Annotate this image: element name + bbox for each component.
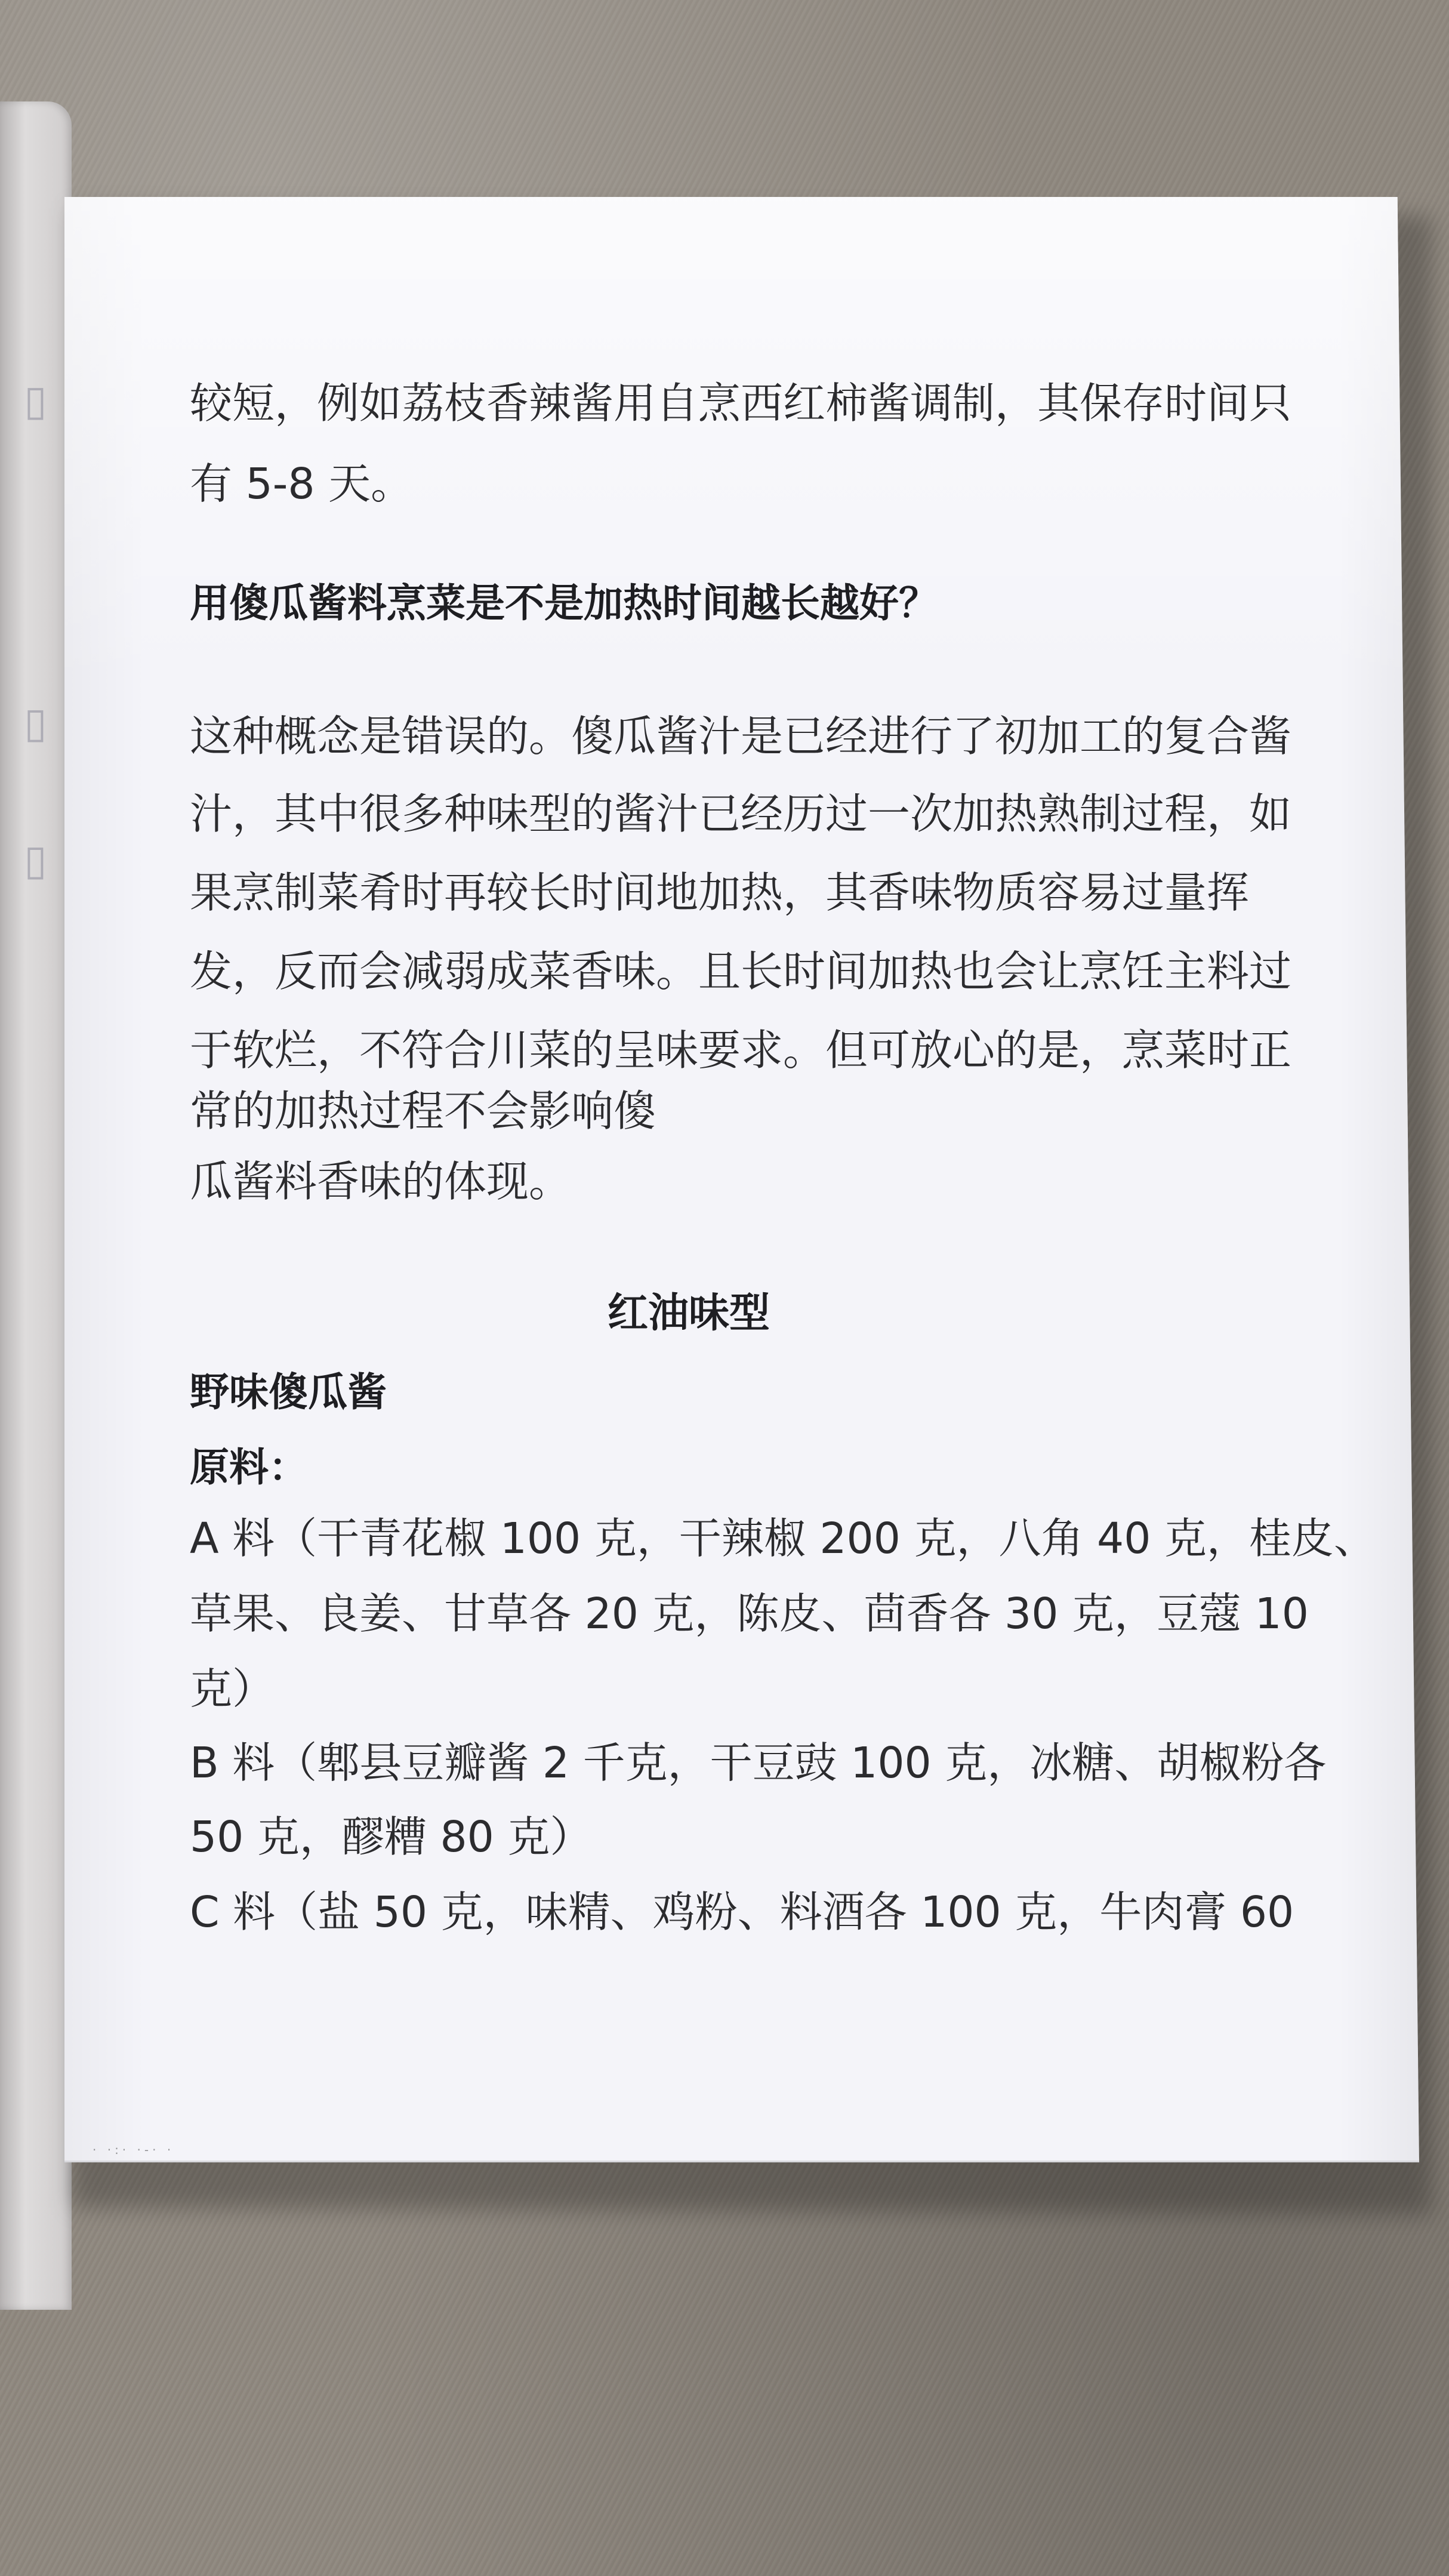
question-heading: 用傻瓜酱料烹菜是不是加热时间越长越好？	[190, 580, 938, 626]
recipe-title: 野味傻瓜酱	[190, 1369, 387, 1415]
adjacent-book-edge	[0, 101, 72, 2310]
bleed-through-glyph: ▯	[24, 698, 47, 747]
ingredient-b-line-1: B 料（郫县豆瓣酱 2 千克，干豆豉 100 克，冰糖、胡椒粉各	[190, 1738, 1327, 1788]
bleed-through-glyph: ▯	[24, 836, 47, 885]
ingredient-a-line-1: A 料（干青花椒 100 克，干辣椒 200 克，八角 40 克，桂皮、	[190, 1514, 1376, 1563]
answer-line-6: 常的加热过程不会影响傻	[190, 1086, 656, 1136]
ingredient-a-line-2: 草果、良姜、甘草各 20 克，陈皮、茴香各 30 克，豆蔻 10	[190, 1589, 1309, 1638]
ingredient-a-line-3: 克）	[190, 1664, 275, 1714]
answer-line-2: 汁，其中很多种味型的酱汁已经历过一次加热熟制过程，如	[190, 789, 1292, 839]
ingredients-label: 原料：	[190, 1444, 308, 1490]
answer-line-7: 瓜酱料香味的体现。	[190, 1157, 572, 1206]
body-line-2: 有 5-8 天。	[190, 459, 414, 509]
body-line-1: 较短，例如荔枝香辣酱用自烹西红柿酱调制，其保存时间只	[190, 378, 1292, 428]
answer-line-1: 这种概念是错误的。傻瓜酱汁是已经进行了初加工的复合酱	[190, 711, 1292, 761]
page-edge-specks: · ·:· ·-· ·	[93, 2143, 175, 2157]
answer-line-5: 于软烂，不符合川菜的呈味要求。但可放心的是，烹菜时正	[190, 1025, 1292, 1075]
bleed-through-glyph: ▯	[24, 376, 47, 425]
section-heading-hongyou: 红油味型	[608, 1290, 770, 1337]
answer-line-4: 发，反而会减弱成菜香味。且长时间加热也会让烹饪主料过	[190, 947, 1292, 996]
ingredient-c-line-1: C 料（盐 50 克，味精、鸡粉、料酒各 100 克，牛肉膏 60	[190, 1887, 1294, 1937]
ingredient-b-line-2: 50 克，醪糟 80 克）	[190, 1812, 593, 1862]
answer-line-3: 果烹制菜肴时再较长时间地加热，其香味物质容易过量挥	[190, 868, 1250, 917]
